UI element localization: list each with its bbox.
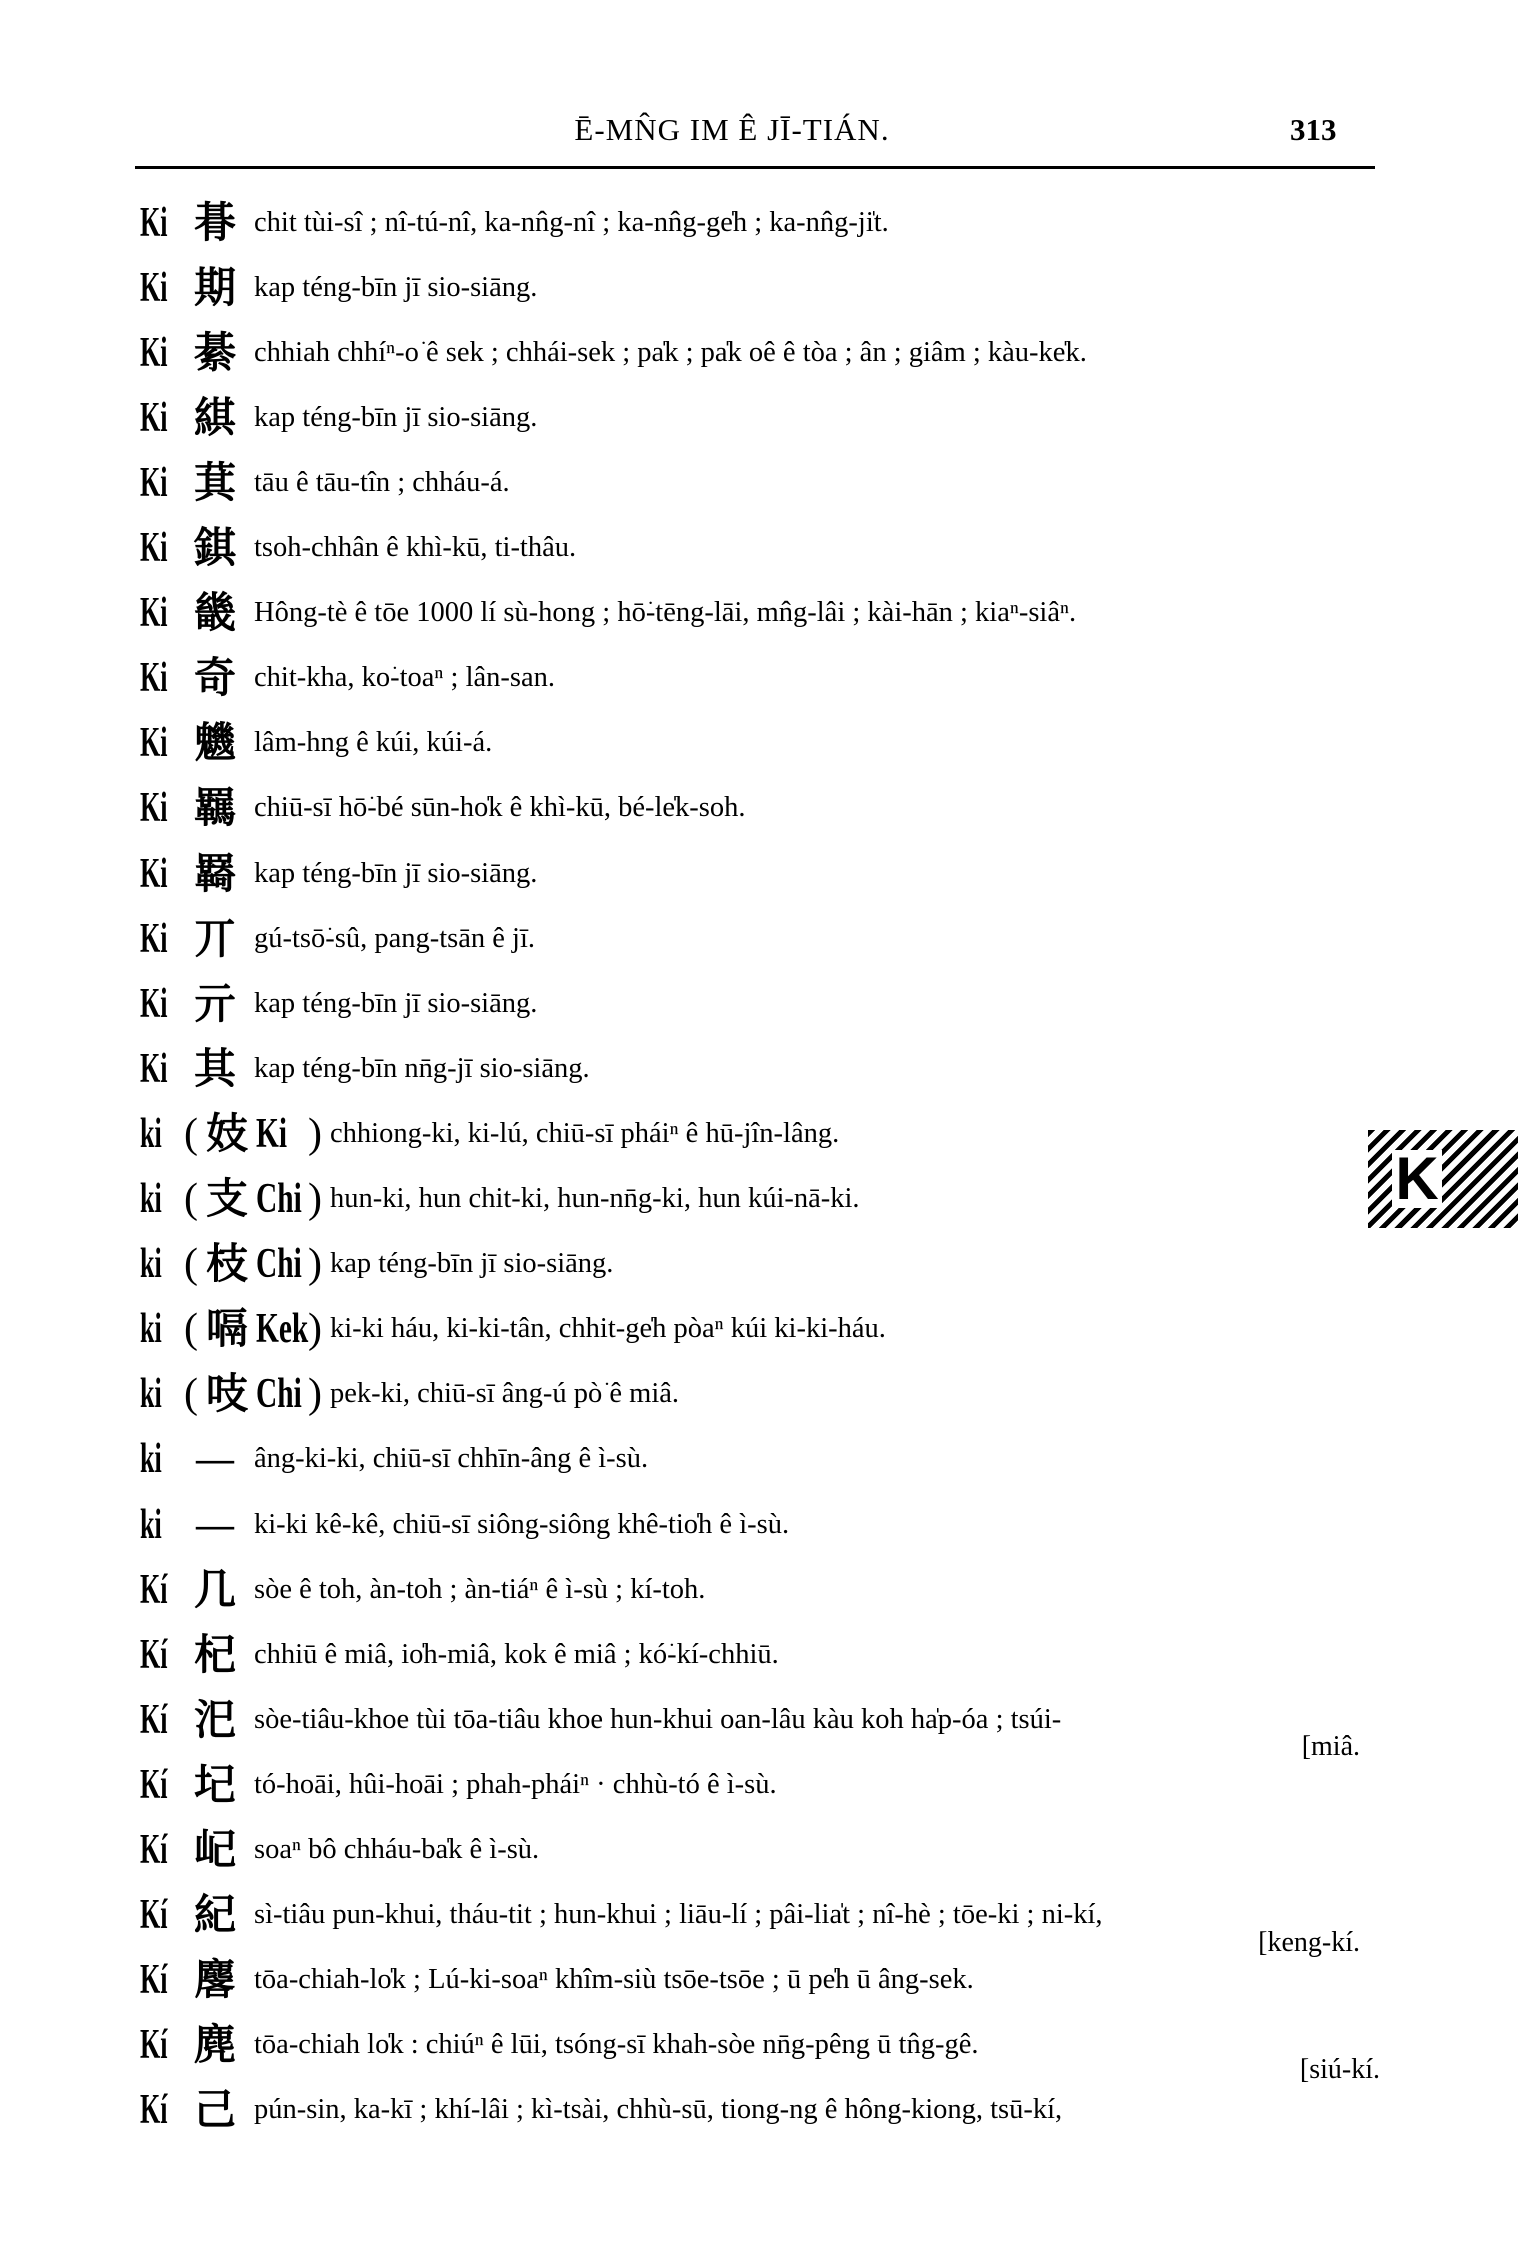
entry-character: 朞: [193, 197, 236, 247]
entry-continuation: [keng-kí.: [1258, 1926, 1360, 1958]
entry-character: 嗝: [206, 1304, 249, 1354]
header-rule: [135, 166, 1375, 169]
running-header-title: Ē-MN̂G IM Ê JĪ-TIÁN.: [574, 112, 890, 147]
entry-headword: Ki: [140, 915, 168, 962]
open-paren: (: [184, 1110, 198, 1157]
entry-definition: tāu ê tāu-tîn ; chháu-á.: [254, 466, 510, 498]
entry-definition: sòe ê toh, àn-toh ; àn-tiáⁿ ê ì-sù ; kí-toh.: [254, 1573, 706, 1605]
thumb-index-letter: K: [1392, 1150, 1442, 1208]
entry-headword: Ki: [140, 199, 168, 246]
entry-character: 魕: [193, 718, 236, 768]
entry-definition: tōa-chiah-lo̍k ; Lú-ki-soaⁿ khîm-siù tsōe-tsōe ; ū pe̍h ū âng-sek.: [254, 1964, 974, 1996]
entry-headword: Kí: [140, 1696, 168, 1743]
entry-character: 枝: [206, 1239, 249, 1289]
open-paren: (: [184, 1176, 198, 1222]
open-paren: (: [184, 1371, 198, 1418]
dictionary-entry: [140, 971, 1380, 1036]
dictionary-entry: [140, 906, 1380, 971]
dictionary-entry: [140, 1101, 1380, 1166]
dictionary-entry: [140, 1427, 1380, 1492]
entry-headword: Ki: [140, 720, 168, 767]
entry-headword: Kí: [140, 1892, 168, 1939]
dictionary-entry: [140, 1492, 1380, 1557]
entry-character: 綦: [193, 327, 236, 377]
entry-headword: ki: [140, 1176, 162, 1222]
entry-variant-group: [184, 1108, 323, 1158]
entry-variant-group: [184, 1369, 323, 1419]
entry-definition: hun-ki, hun chit-ki, hun-nn̄g-ki, hun kúi-nā-ki.: [330, 1183, 860, 1214]
entry-character: 亓: [193, 978, 236, 1028]
close-paren: ): [308, 1176, 323, 1222]
dictionary-entry: [140, 450, 1380, 515]
entry-definition: Hông-tè ê tōe 1000 lí sù-hong ; hō͘-tēng-lāi, mn̂g-lâi ; kài-hān ; kiaⁿ-siâⁿ.: [254, 597, 1077, 629]
entry-headword: Ki: [140, 525, 168, 571]
entry-character: 支: [206, 1174, 249, 1223]
dictionary-entry: [140, 1818, 1380, 1883]
entry-headword: Kí: [140, 1566, 168, 1613]
entry-headword: Ki: [140, 850, 168, 897]
dictionary-entry: [140, 1297, 1380, 1362]
open-paren: (: [184, 1306, 198, 1353]
entry-character: 己: [193, 2085, 236, 2135]
entry-reading: Chi: [256, 1371, 302, 1418]
dictionary-entry: [140, 1167, 1380, 1232]
entry-definition: kap téng-bīn nn̄g-jī sio-siāng.: [254, 1052, 590, 1084]
dictionary-entry: [140, 1622, 1380, 1687]
entry-continuation: [miâ.: [1301, 1731, 1360, 1763]
dictionary-entry: [140, 320, 1380, 385]
thumb-index-tab: [1368, 1130, 1518, 1228]
entry-headword: Ki: [140, 264, 168, 311]
dictionary-entry: [140, 1362, 1380, 1427]
entry-character: 綨: [193, 392, 236, 442]
entry-definition: chit tùi-sî ; nî-tú-nî, ka-nn̂g-nî ; ka-nn̂g-ge̍h ; ka-nn̂g-ji̍t.: [254, 206, 889, 238]
dictionary-entry: [140, 516, 1380, 581]
entry-character: 圮: [193, 1759, 236, 1809]
page-number: 313: [1290, 112, 1337, 147]
entry-headword: Kí: [140, 2087, 168, 2134]
entry-definition: gú-tsō͘-sû, pang-tsān ê jī.: [254, 922, 535, 954]
dictionary-entry: [140, 385, 1380, 450]
entry-variant-group: [184, 1304, 323, 1354]
entry-character: 妓: [206, 1108, 249, 1158]
entry-character: 萁: [193, 457, 236, 507]
entry-variant-group: [184, 1174, 323, 1223]
entry-character: 羇: [193, 848, 236, 898]
entry-character: 汜: [193, 1694, 236, 1744]
entry-definition: sì-tiâu pun-khui, tháu-tit ; hun-khui ; liāu-lí ; pâi-lia̍t ; nî-hè ; tōe-ki ; ni-kí,: [254, 1899, 1103, 1931]
entry-definition: kap téng-bīn jī sio-siāng.: [330, 1248, 614, 1280]
dictionary-entry: [140, 1883, 1380, 1958]
dictionary-entry: [140, 646, 1380, 711]
entry-character: 期: [193, 262, 236, 312]
entry-character: 几: [193, 1564, 236, 1614]
entry-headword: ki: [140, 1306, 162, 1353]
entry-definition: chhiong-ki, ki-lú, chiū-sī pháiⁿ ê hū-jîn-lâng.: [330, 1117, 840, 1149]
entry-headword: ki: [140, 1241, 162, 1288]
dictionary-entry: [140, 2053, 1380, 2143]
dictionary-entry: [140, 1948, 1380, 2013]
entry-definition: chit-kha, ko͘-toaⁿ ; lân-san.: [254, 662, 556, 694]
dictionary-entry: [140, 1036, 1380, 1101]
entry-headword: Kí: [140, 1827, 168, 1873]
entry-definition: ki-ki háu, ki-ki-tân, chhit-ge̍h pòaⁿ kúi ki-ki-háu.: [330, 1313, 886, 1345]
entry-character: 丌: [193, 913, 236, 963]
entry-definition: pún-sin, ka-kī ; khí-lâi ; kì-tsài, chhù-sū, tiong-ng ê hông-kiong, tsū-kí,: [254, 2094, 1063, 2126]
entry-reading: Ki: [256, 1110, 288, 1157]
entry-headword: Ki: [140, 655, 168, 702]
entry-character: 其: [193, 1043, 236, 1093]
entry-headword: Ki: [140, 590, 168, 637]
entry-definition: chiū-sī hō͘-bé sūn-ho̍k ê khì-kū, bé-le̍k-soh.: [254, 792, 746, 824]
entry-reading: Chi: [256, 1176, 302, 1222]
entry-headword: Kí: [140, 1761, 168, 1808]
entry-character: 吱: [206, 1369, 249, 1419]
close-paren: ): [308, 1306, 323, 1353]
entry-character: 杞: [193, 1629, 236, 1679]
close-paren: ): [308, 1241, 323, 1288]
dictionary-entry: [140, 711, 1380, 776]
dictionary-entry: [140, 581, 1380, 646]
entry-definition: tó-hoāi, hûi-hoāi ; phah-pháiⁿ · chhù-tó ê ì-sù.: [254, 1768, 777, 1800]
entry-definition: tsoh-chhân ê khì-kū, ti-thâu.: [254, 532, 577, 563]
entry-definition: chhiah chhíⁿ-o͘ ê sek ; chhái-sek ; pa̍k ; pa̍k oê ê tòa ; ân ; giâm ; kàu-ke̍k.: [254, 336, 1087, 368]
dictionary-entry: [140, 1752, 1380, 1817]
entry-reading: Chi: [256, 1241, 302, 1288]
entry-headword: Kí: [140, 1957, 168, 2004]
dictionary-entry: [140, 190, 1380, 255]
entry-repeat-dash: —: [196, 1503, 234, 1546]
entry-character: 錤: [193, 523, 236, 572]
entry-definition: kap téng-bīn jī sio-siāng.: [254, 401, 538, 433]
entry-definition: kap téng-bīn jī sio-siāng.: [254, 857, 538, 889]
entry-character: 屺: [193, 1825, 236, 1874]
entry-definition: tōa-chiah lo̍k : chiúⁿ ê lūi, tsóng-sī khah-sòe nn̄g-pêng ū tn̂g-gê.: [254, 2029, 979, 2061]
dictionary-entry: [140, 776, 1380, 841]
entry-headword: Kí: [140, 2022, 168, 2069]
entry-definition: soaⁿ bô chháu-ba̍k ê ì-sù.: [254, 1834, 540, 1865]
entry-headword: Ki: [140, 394, 168, 441]
entry-reading: Kek: [256, 1306, 309, 1353]
entry-definition: kap téng-bīn jī sio-siāng.: [254, 271, 538, 303]
entry-definition: sòe-tiâu-khoe tùi tōa-tiâu khoe hun-khui oan-lâu kàu koh ha̍p-óa ; tsúi-: [254, 1703, 1062, 1735]
entry-headword: ki: [140, 1110, 162, 1157]
entry-character: 奇: [193, 653, 236, 703]
entry-headword: Ki: [140, 785, 168, 832]
dictionary-entry: [140, 1687, 1380, 1763]
entry-headword: ki: [140, 1501, 162, 1548]
entry-headword: Kí: [140, 1631, 168, 1678]
entry-headword: ki: [140, 1371, 162, 1418]
entry-repeat-dash: —: [196, 1438, 234, 1481]
close-paren: ): [308, 1110, 323, 1157]
entry-definition: kap téng-bīn jī sio-siāng.: [254, 987, 538, 1019]
entry-definition: pek-ki, chiū-sī âng-ú pò͘ ê miâ.: [330, 1378, 680, 1410]
dictionary-entry: [140, 1557, 1380, 1622]
entry-headword: ki: [140, 1436, 162, 1483]
dictionary-entry: [140, 1232, 1380, 1297]
entry-definition: chhiū ê miâ, io̍h-miâ, kok ê miâ ; kó͘-kí-chhiū.: [254, 1638, 779, 1670]
entry-headword: Ki: [140, 329, 168, 376]
entry-definition: ki-ki kê-kê, chiū-sī siông-siông khê-tio̍h ê ì-sù.: [254, 1508, 790, 1540]
entry-headword: Ki: [140, 980, 168, 1027]
dictionary-entry: [140, 255, 1380, 320]
entry-continuation: [siú-kí.: [1299, 2053, 1380, 2085]
entry-headword: Ki: [140, 1045, 168, 1092]
entry-headword: Ki: [140, 459, 168, 506]
open-paren: (: [184, 1241, 198, 1288]
close-paren: ): [308, 1371, 323, 1418]
entry-character: 紀: [193, 1890, 236, 1940]
dictionary-entry: [140, 841, 1380, 906]
entry-definition: âng-ki-ki, chiū-sī chhīn-âng ê ì-sù.: [254, 1443, 649, 1475]
dictionary-entry: [140, 2013, 1380, 2078]
entry-character: 羈: [193, 783, 236, 833]
entry-definition: lâm-hng ê kúi, kúi-á.: [254, 727, 493, 759]
entry-character: 麐: [193, 1955, 236, 2005]
entry-character: 麂: [193, 2020, 236, 2070]
entry-character: 畿: [193, 588, 236, 638]
entry-variant-group: [184, 1239, 323, 1289]
